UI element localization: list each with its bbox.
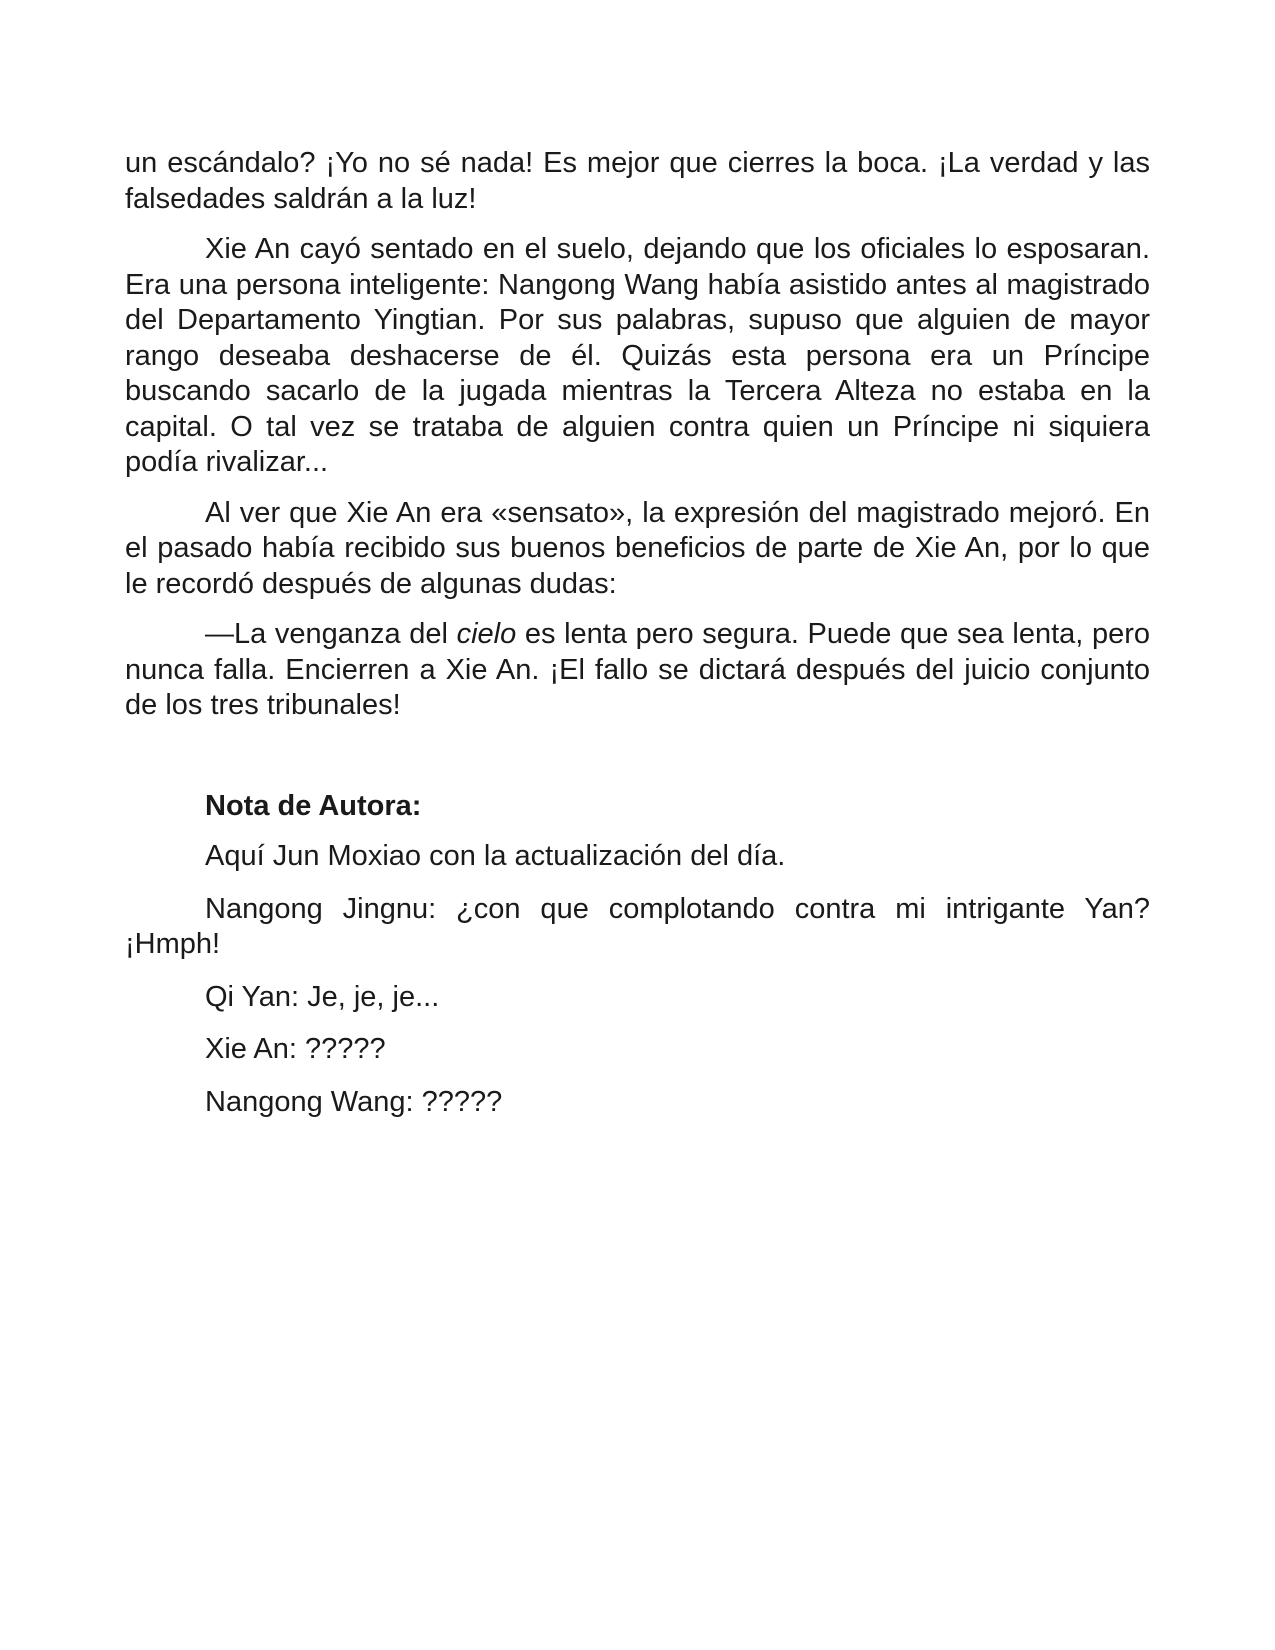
paragraph-xie-an-arrest: Xie An cayó sentado en el suelo, dejando que los oficiales lo esposaran. Era una persona inteligente: Nangong Wang había asistido antes al magistrado del Departamento Yingtian. Por sus palabras, supuso que alguien de mayor rango deseaba deshacerse de él. Quizás esta persona era un Príncipe buscando sacarlo de la jugada mientras la Tercera Alteza no estaba en la capital. O tal vez se trataba de alguien contra quien un Príncipe ni siquiera podía rivalizar... <box>125 233 1150 478</box>
author-note-line: Nangong Jingnu: ¿con que complotando contra mi intrigante Yan? ¡Hmph! <box>125 892 1150 960</box>
dialogue-text-start: —La venganza del <box>205 618 457 650</box>
dialogue-italic-word: cielo <box>456 618 517 650</box>
paragraph-continuation: un escándalo? ¡Yo no sé nada! Es mejor que cierres la boca. ¡La verdad y las falsedades saldrán a la luz! <box>125 147 1150 215</box>
page-body <box>125 146 1150 1137</box>
author-note-line: Xie An: ????? <box>205 1033 386 1065</box>
author-note-line: Nangong Wang: ????? <box>205 1085 503 1118</box>
paragraph-dialogue <box>125 617 1150 724</box>
paragraph-magistrate: Al ver que Xie An era «sensato», la expresión del magistrado mejoró. En el pasado había recibido sus buenos beneficios de parte de Xie An, por lo que le recordó después de algunas dudas: <box>125 496 1150 600</box>
author-note-line: Aquí Jun Moxiao con la actualización del día. <box>205 840 786 872</box>
dialogue-text-end: es lenta pero segura. Puede que sea lenta, pero nunca falla. Encierren a Xie An. ¡El fallo se dictará después del juicio conjunto de los tres tribunales! <box>125 618 1150 721</box>
author-note-line: Qi Yan: Je, je, je... <box>205 980 440 1013</box>
author-note-heading: Nota de Autora: <box>205 789 422 822</box>
